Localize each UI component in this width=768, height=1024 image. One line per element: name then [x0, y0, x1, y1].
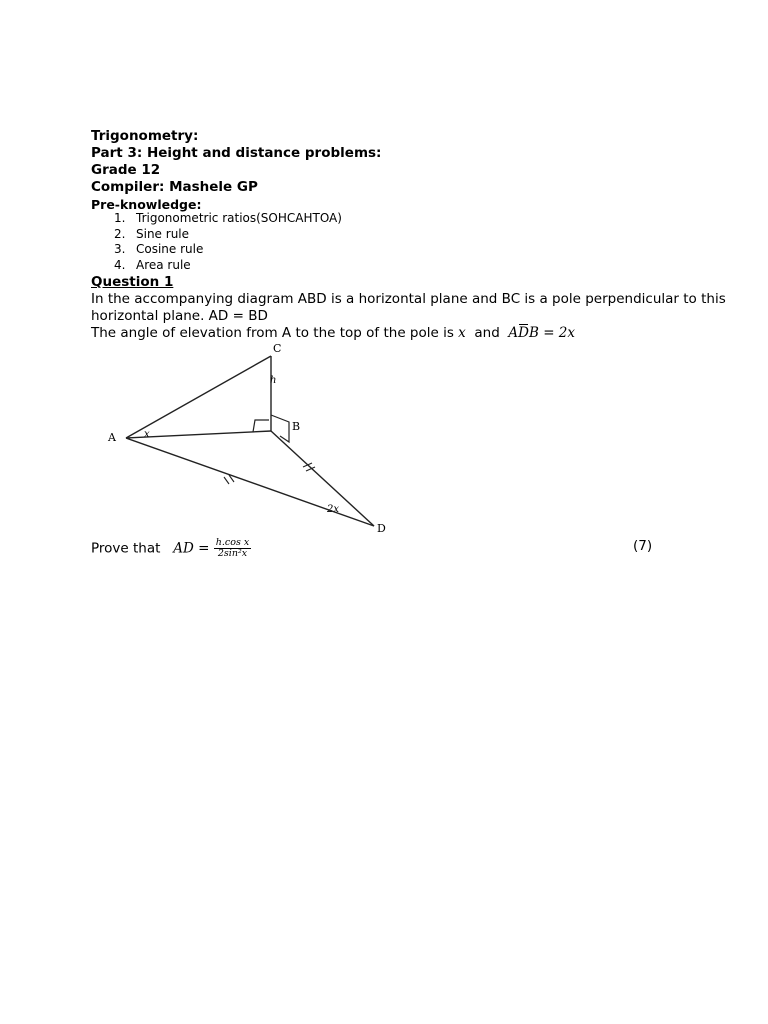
question-text-line1: In the accompanying diagram ABD is a horizontal plane and BC is a pole perpendicular to this — [91, 291, 726, 307]
label-d: D — [377, 522, 386, 535]
angle-adb: ADB — [508, 325, 539, 341]
grade-line: Grade 12 — [91, 162, 161, 178]
compiler-line: Compiler: Mashele GP — [91, 179, 258, 195]
pre-knowledge-list — [114, 211, 342, 273]
label-a: A — [108, 431, 116, 444]
question-title: Question 1 — [91, 274, 174, 290]
elevation-text: The angle of elevation from A to the top of the pole is — [91, 325, 454, 341]
label-2x: 2x — [327, 504, 340, 515]
title-topic: Trigonometry: — [91, 128, 199, 144]
equal-tick — [303, 463, 312, 467]
prove-statement — [91, 538, 251, 559]
right-angle-mark — [253, 420, 269, 432]
list-item: 1. Trigonometric ratios(SOHCAHTOA) — [114, 211, 342, 225]
fraction-numerator: h.cos x — [215, 537, 250, 548]
line-ac — [126, 356, 271, 438]
prove-fraction — [214, 538, 251, 559]
and-text: and — [474, 325, 500, 341]
label-b: B — [292, 420, 301, 433]
list-item: 3. Cosine rule — [114, 242, 204, 256]
equal-tick — [224, 477, 229, 484]
right-angle-mark — [271, 415, 289, 442]
label-c: C — [273, 342, 282, 355]
list-item: 2. Sine rule — [114, 226, 190, 241]
label-x: x — [144, 429, 150, 440]
pre-knowledge-heading: Pre-knowledge: — [91, 197, 202, 212]
x-variable: x — [458, 325, 466, 341]
question-text-line2: horizontal plane. AD = BD — [91, 308, 268, 324]
marks-allocation: (7) — [633, 538, 653, 554]
prove-text: Prove that — [91, 540, 161, 557]
triangle-diagram — [90, 340, 440, 535]
prove-lhs: AD = — [173, 540, 210, 557]
label-h: h — [270, 375, 277, 386]
angle-equation: = 2x — [543, 325, 575, 341]
line-bd — [271, 431, 374, 526]
list-item: 4. Area rule — [114, 257, 191, 272]
title-part: Part 3: Height and distance problems: — [91, 145, 382, 161]
fraction-denominator: 2sin²x — [217, 548, 248, 559]
